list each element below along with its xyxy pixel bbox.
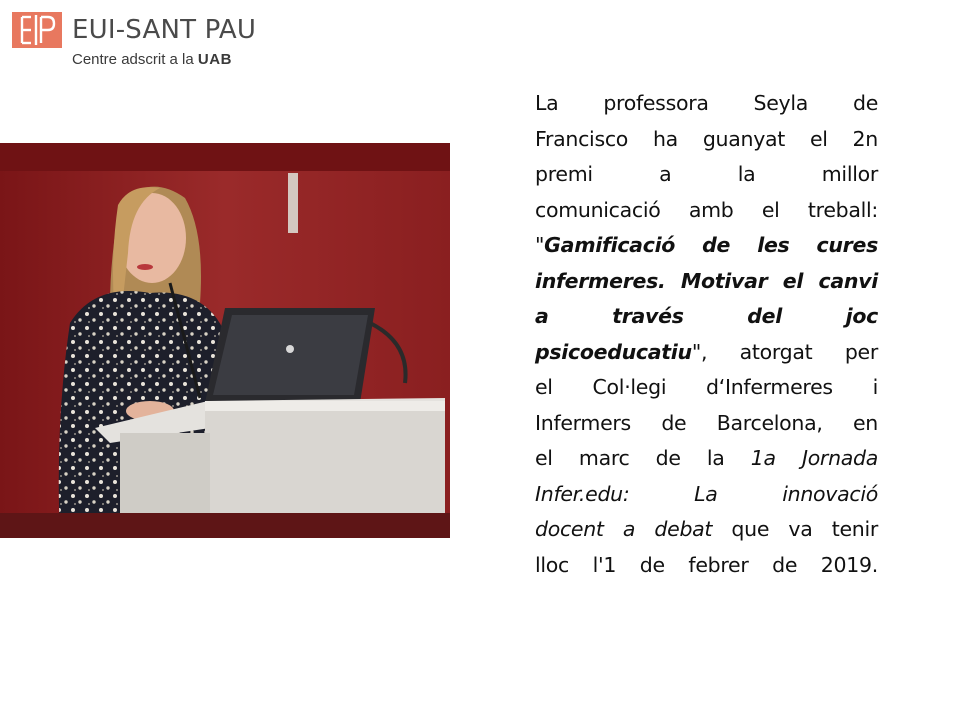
work-title-text: a través del joc <box>535 304 878 328</box>
text-line: psicoeducatiu", atorgat per <box>535 339 878 364</box>
event-name-text: 1a Jornada <box>750 446 878 470</box>
uab-mark: UAB <box>197 51 232 68</box>
text-line: La professora Seyla de <box>535 91 878 115</box>
institution-name: EUI-SANT PAU <box>72 15 257 45</box>
text-line <box>535 477 878 513</box>
tagline-prefix: Centre adscrit a la <box>72 51 194 68</box>
eui-sant-pau-logo <box>12 12 282 72</box>
institution-tagline <box>72 51 232 69</box>
eui-monogram-icon <box>12 12 62 48</box>
event-name-text: Infer.edu: La innovació <box>535 481 878 506</box>
work-title-text: Gamificació de les cures <box>544 233 878 257</box>
event-name-text: docent a debat <box>535 517 713 541</box>
text-line: premi a la millor <box>535 162 878 186</box>
text-line: Francisco ha guanyat el 2n <box>535 126 878 151</box>
work-title-text: psicoeducatiu <box>535 339 692 364</box>
text-line: lloc l'1 de febrer de 2019. <box>535 552 878 577</box>
text-line: el marc de la 1a Jornada <box>535 446 878 470</box>
text-line: docent a debat que va tenir <box>535 517 878 541</box>
text-line: "Gamificació de les cures <box>535 233 878 257</box>
text-line: Infermers de Barcelona, en <box>535 410 878 435</box>
award-announcement-text <box>535 86 878 583</box>
text-line: comunicació amb el treball: <box>535 197 878 222</box>
speaker-at-podium-photo <box>0 143 450 538</box>
text-line: el Col·legi d‘Infermeres i <box>535 375 878 399</box>
work-title-text: infermeres. Motivar el canvi <box>535 268 878 293</box>
text-line <box>535 299 878 335</box>
text-line <box>535 264 878 300</box>
